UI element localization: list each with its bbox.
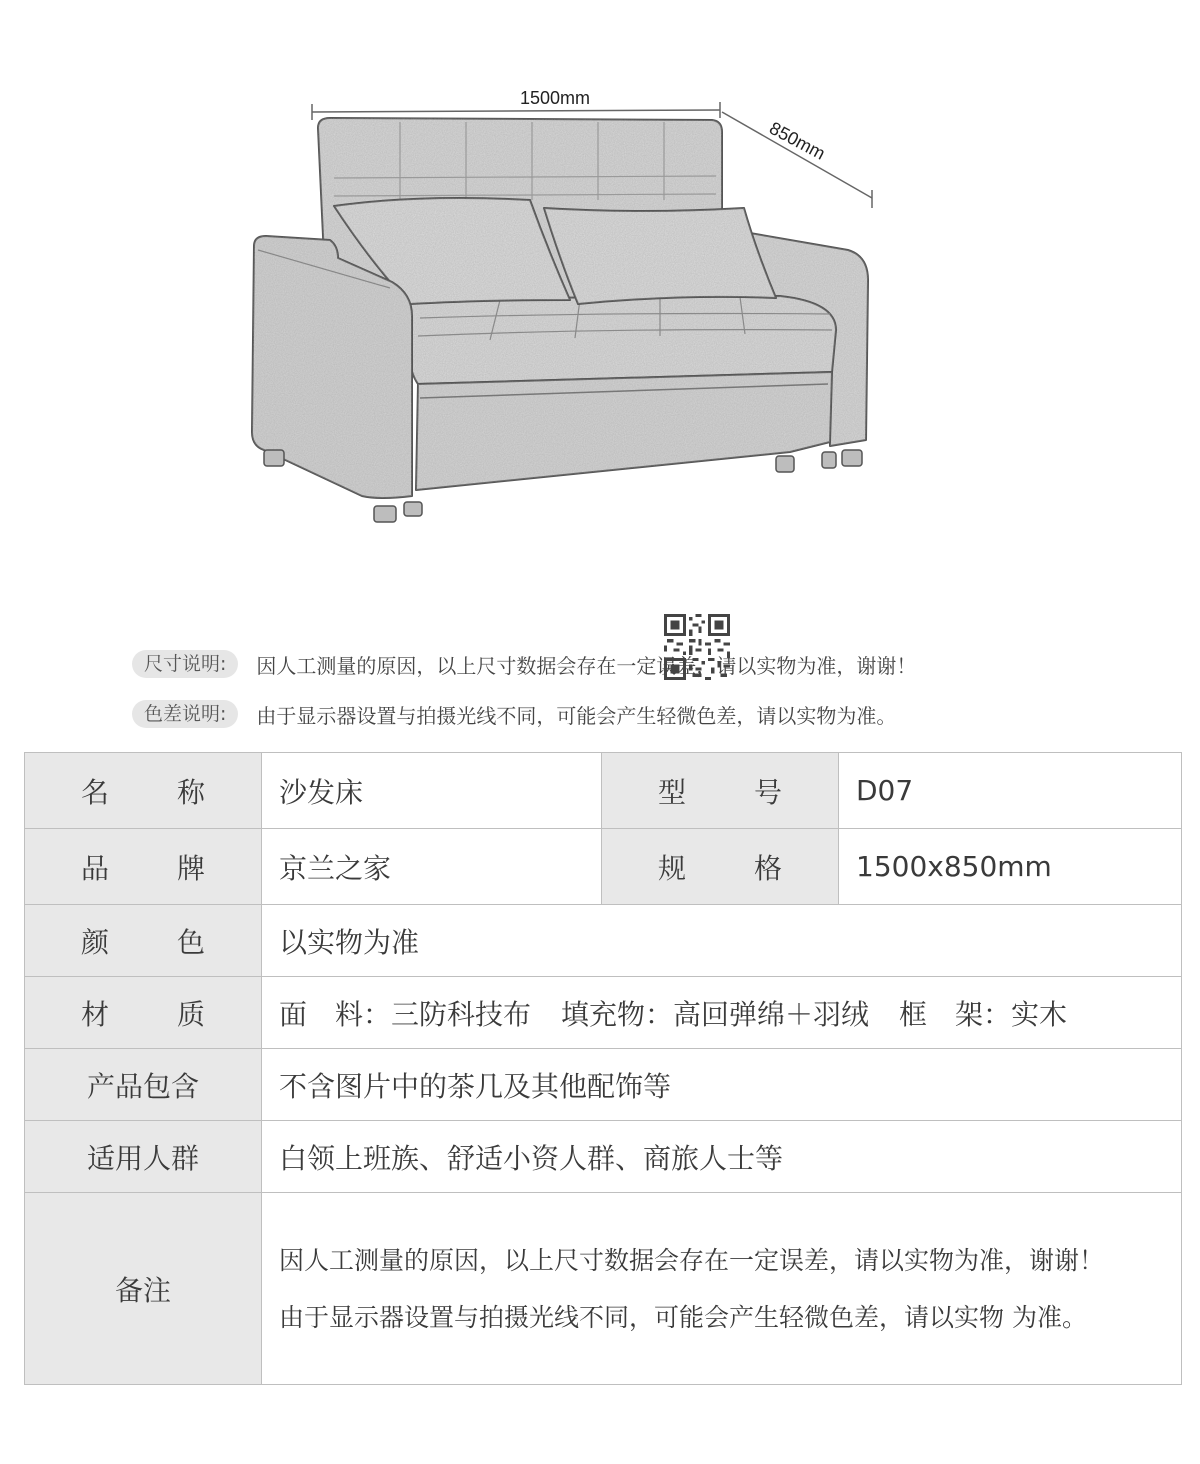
model-label-cell: [602, 753, 839, 829]
color-label-char: 颜: [81, 925, 110, 959]
table-row: [25, 1049, 1182, 1121]
remark-line: 由于显示器设置与拍摄光线不同，可能会产生轻微色差，请以实物 为准。: [279, 1302, 1087, 1332]
size-note-text: 因人工测量的原因，以上尺寸数据会存在一定误差，请以实物为准，谢谢！: [256, 653, 917, 678]
package-value: 不含图片中的茶几及其他配饰等: [262, 1049, 1182, 1121]
color-note-label: 色差说明:: [132, 700, 238, 728]
color-note-text: 由于显示器设置与拍摄光线不同，可能会产生轻微色差，请以实物为准。: [256, 703, 897, 728]
spec-label-char: 规: [658, 851, 687, 885]
table-row: [25, 905, 1182, 977]
model-label-char: 号: [753, 775, 782, 809]
table-row: [25, 1193, 1182, 1385]
color-value: 以实物为准: [262, 905, 1182, 977]
sofa-drawing: [252, 118, 868, 522]
package-label: 产品包含: [25, 1049, 262, 1121]
spec-value: 1500x850mm: [839, 829, 1182, 905]
material-label-cell: [25, 977, 262, 1049]
audience-value: 白领上班族、舒适小资人群、商旅人士等: [262, 1121, 1182, 1193]
name-label-cell: [25, 753, 262, 829]
sofa-figure: [0, 0, 1200, 600]
name-value: 沙发床: [262, 753, 602, 829]
audience-label: 适用人群: [25, 1121, 262, 1193]
brand-label-char: 品: [81, 851, 110, 885]
material-filling: 填充物：高回弹绵＋羽绒: [561, 997, 870, 1031]
remark-label: 备注: [25, 1193, 262, 1385]
depth-dimension: [722, 112, 872, 208]
width-dimension-label: 1500mm: [520, 88, 591, 108]
model-label-char: 型: [658, 775, 687, 809]
name-label-char: 名: [81, 775, 110, 809]
remark-value: [262, 1193, 1182, 1385]
size-note-row: [132, 650, 916, 678]
size-note-label: 尺寸说明:: [132, 650, 238, 678]
brand-value: 京兰之家: [262, 829, 602, 905]
table-row: [25, 977, 1182, 1049]
table-row: [25, 1121, 1182, 1193]
model-value: D07: [839, 753, 1182, 829]
spec-label-char: 格: [753, 851, 782, 885]
color-note-row: [132, 700, 896, 728]
name-label-char: 称: [176, 775, 205, 809]
material-fabric: 面 料：三防科技布: [279, 997, 532, 1031]
spec-table: [24, 752, 1182, 1385]
material-label-char: 质: [176, 997, 205, 1031]
material-label-char: 材: [81, 997, 110, 1031]
brand-label-cell: [25, 829, 262, 905]
depth-dimension-label: 850mm: [766, 117, 829, 164]
color-label-char: 色: [176, 925, 205, 959]
table-row: [25, 829, 1182, 905]
material-value: [262, 977, 1182, 1049]
color-label-cell: [25, 905, 262, 977]
brand-label-char: 牌: [176, 851, 205, 885]
remark-line: 因人工测量的原因，以上尺寸数据会存在一定误差，请以实物为准，谢谢！: [279, 1245, 1105, 1275]
table-row: [25, 753, 1182, 829]
material-frame: 框 架：实木: [899, 997, 1068, 1031]
spec-label-cell: [602, 829, 839, 905]
